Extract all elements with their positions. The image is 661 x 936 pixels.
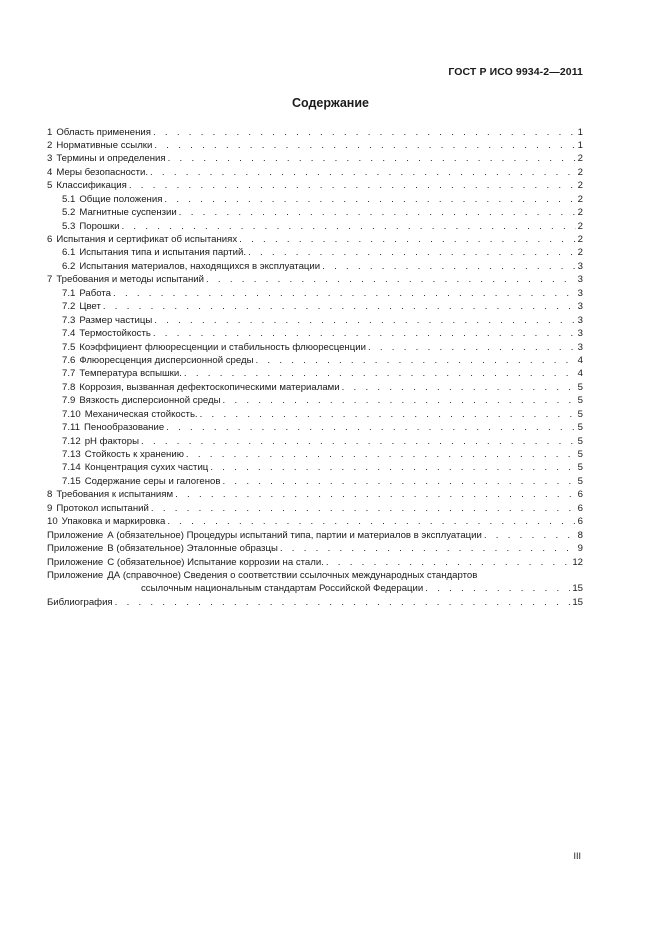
toc-entry-number: 7: [47, 274, 53, 286]
toc-entry-page: 5: [577, 435, 583, 447]
toc-entry-page: 4: [577, 368, 583, 380]
toc-entry-label: Нормативные ссылки: [56, 139, 153, 151]
toc-entry-page: 2: [577, 247, 583, 259]
toc-entry-number: 7.1: [62, 287, 76, 299]
toc-entry-label: Стойкость к хранению: [84, 449, 184, 460]
toc-entry-page: 3: [577, 328, 583, 340]
toc-entry-label: Цвет: [79, 301, 101, 313]
document-code: ГОСТ Р ИСО 9934-2—2011: [448, 66, 583, 78]
toc-entry-page: 1: [577, 126, 583, 138]
toc-entry-page: 4: [577, 354, 583, 366]
toc-leader-dots: [210, 461, 575, 474]
toc-entry-title: [47, 515, 165, 528]
toc-entry[interactable]: [47, 582, 583, 595]
toc-entry[interactable]: [47, 542, 583, 555]
toc-entry-page: 5: [577, 395, 583, 407]
page-number: III: [573, 851, 581, 861]
toc-entry-title: [62, 206, 177, 219]
toc-entry-label: Механическая стойкость.: [84, 408, 198, 420]
toc-entry-number: 7.5: [62, 341, 76, 353]
toc-entry[interactable]: [47, 179, 583, 192]
toc-leader-dots: [175, 488, 576, 501]
toc-entry-number: 5.2: [62, 207, 76, 219]
toc-entry-number: 7.4: [62, 328, 76, 340]
toc-entry-title: [62, 367, 182, 380]
toc-entry-label: pH факторы: [84, 435, 140, 447]
toc-entry-title: [47, 152, 166, 165]
toc-entry-title: [62, 314, 152, 327]
toc-entry-label: Испытания и сертификат об испытаниях: [56, 234, 238, 245]
toc-entry-label: Требования и методы испытаний: [56, 274, 204, 286]
toc-entry-title: [47, 166, 148, 179]
toc-leader-dots: [186, 448, 576, 461]
toc-entry[interactable]: [47, 381, 583, 394]
toc-entry-page: 2: [577, 153, 583, 165]
toc-leader-dots: [223, 475, 576, 488]
toc-leader-dots: [223, 394, 576, 407]
toc-entry-number: 7.12: [62, 435, 81, 447]
toc-entry-label: Термостойкость: [79, 328, 151, 340]
toc-leader-dots: [200, 408, 576, 421]
toc-entry[interactable]: [47, 556, 583, 569]
toc-entry[interactable]: [47, 327, 583, 340]
toc-entry-title: [141, 582, 423, 595]
toc-leader-dots: [326, 556, 570, 569]
toc-entry-number: 5: [47, 180, 53, 192]
toc-entry-page: 5: [577, 475, 583, 487]
toc-entry-label: Протокол испытаний: [56, 502, 149, 514]
toc-entry-title: [47, 542, 278, 555]
toc-entry-page: 12: [572, 556, 583, 568]
toc-entry-label: С (обязательное) Испытание коррозии на стали.: [107, 556, 324, 568]
toc-entry-number: 7.11: [62, 422, 80, 434]
toc-entry-title: [47, 569, 477, 582]
toc-entry[interactable]: [47, 233, 583, 246]
toc-entry-label: Пенообразование: [83, 422, 165, 434]
toc-entry-page: 2: [577, 207, 583, 219]
toc-leader-dots: [129, 179, 576, 192]
toc-entry-number: 10: [47, 516, 58, 528]
toc-entry-title: [47, 502, 149, 515]
toc-entry[interactable]: [47, 246, 583, 259]
toc-entry-label: Область применения: [56, 126, 151, 138]
toc-entry-label: Классификация: [56, 180, 127, 192]
toc-entry-number: 5.1: [62, 193, 76, 205]
toc-entry-number: 1: [47, 126, 53, 138]
toc-entry-title: [47, 139, 152, 152]
toc-entry-title: [47, 529, 482, 542]
toc-leader-dots: [425, 582, 570, 595]
toc-entry[interactable]: [47, 435, 583, 448]
toc-entry-number: 7.10: [62, 408, 81, 420]
toc-entry[interactable]: [47, 488, 583, 501]
toc-leader-dots: [179, 206, 576, 219]
toc-leader-dots: [184, 367, 576, 380]
toc-entry-title: [47, 233, 237, 246]
toc-leader-dots: [368, 341, 576, 354]
toc-entry-title: [62, 475, 221, 488]
toc-entry-page: 8: [577, 529, 583, 541]
toc-entry[interactable]: [47, 421, 583, 434]
toc-entry-page: 9: [577, 543, 583, 555]
toc-entry-number: 7.13: [62, 449, 81, 460]
toc-entry-page: 5: [577, 462, 583, 474]
toc-leader-dots: [164, 193, 575, 206]
toc-leader-dots: [113, 287, 576, 300]
toc-entry-page: 2: [577, 220, 583, 232]
toc-leader-dots: [168, 152, 576, 165]
toc-entry-title: [47, 556, 324, 569]
toc-entry-label: Библиография: [47, 596, 113, 608]
toc-entry-page: 3: [577, 287, 583, 299]
toc-entry-number: 7.2: [62, 301, 76, 313]
toc-entry-title: [62, 448, 184, 461]
toc-entry[interactable]: [47, 126, 583, 139]
toc-entry-number: 7.6: [62, 354, 76, 366]
toc-entry-label: А (обязательное) Процедуры испытаний типа, партии и материалов в эксплуатации: [107, 529, 482, 541]
toc-entry-label: Концентрация сухих частиц: [84, 462, 209, 474]
toc-entry-page: 15: [572, 583, 583, 595]
toc-entry-title: [47, 596, 113, 609]
toc-entry-number: 5.3: [62, 220, 76, 232]
toc-entry-title: [47, 179, 127, 192]
toc-entry-label: Содержание серы и галогенов: [84, 475, 221, 487]
toc-entry-label: Испытания материалов, находящихся в эксплуатации: [79, 260, 321, 272]
toc-entry-label: ДА (справочное) Сведения о соответствии ссылочных международных стандартов: [107, 569, 478, 581]
toc-entry-page: 2: [577, 180, 583, 192]
toc-entry[interactable]: [47, 529, 583, 542]
toc-entry[interactable]: [47, 314, 583, 327]
toc-leader-dots: [484, 529, 576, 542]
toc-entry[interactable]: [47, 139, 583, 152]
toc-entry-label: Магнитные суспензии: [79, 207, 177, 219]
toc-entry-number: Приложение: [47, 529, 104, 541]
toc-entry-title: [62, 327, 151, 340]
toc-entry[interactable]: [47, 260, 583, 273]
toc-entry-page: 3: [577, 260, 583, 272]
toc-entry-label: Вязкость дисперсионной среды: [79, 395, 221, 407]
toc-entry-title: [62, 300, 101, 313]
toc-entry[interactable]: [47, 354, 583, 367]
toc-entry-number: 7.3: [62, 314, 76, 326]
toc-entry-label: Коэффициент флюоресценции и стабильность флюоресценции: [79, 341, 366, 353]
toc-entry-label: Флюоресценция дисперсионной среды: [79, 354, 254, 366]
toc-entry-page: 6: [577, 516, 583, 528]
toc-entry-page: 1: [577, 139, 583, 151]
toc-entry-number: 6.1: [62, 247, 76, 259]
toc-entry-page: 6: [577, 502, 583, 514]
toc-entry-page: 6: [577, 489, 583, 501]
toc-entry-title: [62, 341, 366, 354]
toc-entry-page: 15: [572, 596, 583, 608]
toc-entry-number: 6.2: [62, 260, 76, 272]
toc-entry[interactable]: [47, 394, 583, 407]
toc-leader-dots: [141, 435, 576, 448]
toc-entry-page: 3: [577, 314, 583, 326]
toc-entry-label: Испытания типа и испытания партий.: [79, 247, 247, 259]
toc-leader-dots: [206, 273, 576, 286]
toc-leader-dots: [154, 139, 575, 152]
toc-entry[interactable]: [47, 152, 583, 165]
toc-entry-label: Упаковка и маркировка: [61, 516, 166, 528]
toc-entry-title: [62, 287, 111, 300]
toc-entry-page: 2: [577, 234, 583, 245]
toc-entry[interactable]: [47, 300, 583, 313]
toc-entry[interactable]: [47, 596, 583, 609]
toc-entry-number: Приложение: [47, 556, 104, 568]
toc-entry-label: В (обязательное) Эталонные образцы: [107, 543, 278, 555]
toc-entry-page: 5: [577, 381, 583, 393]
toc-entry-number: 6: [47, 234, 53, 245]
toc-entry-number: 9: [47, 502, 53, 514]
toc-leader-dots: [103, 300, 576, 313]
toc-entry[interactable]: [47, 569, 583, 582]
toc-entry-number: 7.9: [62, 395, 76, 407]
toc-entry[interactable]: [47, 461, 583, 474]
toc-entry-number: 2: [47, 139, 53, 151]
toc-leader-dots: [255, 354, 575, 367]
toc-entry-label: Работа: [79, 287, 112, 299]
toc-entry-title: [62, 381, 340, 394]
toc-entry-title: [62, 394, 221, 407]
toc-leader-dots: [150, 166, 576, 179]
toc-entry-page: 5: [577, 408, 583, 420]
toc-entry-number: Приложение: [47, 569, 104, 581]
toc-entry-number: 7.15: [62, 475, 81, 487]
toc-entry-page: 5: [577, 422, 583, 434]
toc-entry-label: Общие положения: [79, 193, 163, 205]
toc-leader-dots: [151, 502, 576, 515]
table-of-contents: [47, 126, 583, 610]
toc-entry-number: 7.14: [62, 462, 81, 474]
toc-leader-dots: [322, 260, 576, 273]
toc-entry-label: Порошки: [79, 220, 120, 232]
toc-entry-page: 2: [577, 166, 583, 178]
toc-entry-title: [47, 488, 173, 501]
toc-entry-number: 7.7: [62, 368, 76, 380]
toc-entry[interactable]: [47, 206, 583, 219]
toc-entry-label: Термины и определения: [56, 153, 166, 165]
toc-entry-page: 3: [577, 274, 583, 286]
toc-entry[interactable]: [47, 220, 583, 233]
toc-entry-title: [62, 220, 120, 233]
toc-entry-number: 8: [47, 489, 53, 501]
toc-entry[interactable]: [47, 448, 583, 461]
toc-entry-label: Коррозия, вызванная дефектоскопическими материалами: [79, 381, 340, 393]
toc-entry[interactable]: [47, 287, 583, 300]
toc-leader-dots: [122, 220, 576, 233]
toc-entry[interactable]: [47, 341, 583, 354]
toc-entry[interactable]: [47, 193, 583, 206]
toc-entry-label: Требования к испытаниям: [56, 489, 174, 501]
toc-leader-dots: [166, 421, 575, 434]
toc-entry[interactable]: [47, 273, 583, 286]
toc-entry-label: ссылочным национальным стандартам Российской Федерации: [141, 583, 424, 595]
toc-entry[interactable]: [47, 515, 583, 528]
toc-leader-dots: [239, 233, 575, 246]
toc-entry-title: [62, 421, 164, 434]
toc-entry-label: Меры безопасности.: [56, 166, 148, 178]
toc-leader-dots: [342, 381, 576, 394]
toc-entry-number: 4: [47, 166, 53, 178]
toc-entry-title: [47, 126, 151, 139]
toc-entry-title: [62, 461, 208, 474]
toc-leader-dots: [153, 327, 576, 340]
toc-leader-dots: [248, 246, 576, 259]
toc-entry[interactable]: [47, 166, 583, 179]
toc-entry[interactable]: [47, 475, 583, 488]
toc-entry-title: [62, 193, 162, 206]
toc-leader-dots: [167, 515, 575, 528]
toc-entry-number: Приложение: [47, 543, 104, 555]
toc-entry-title: [62, 354, 253, 367]
toc-entry[interactable]: [47, 408, 583, 421]
toc-entry-label: Размер частицы: [79, 314, 153, 326]
toc-leader-dots: [115, 596, 571, 609]
toc-entry-label: Температура вспышки.: [79, 368, 182, 380]
toc-entry-title: [62, 435, 139, 448]
toc-leader-dots: [280, 542, 576, 555]
toc-entry-title: [62, 246, 246, 259]
toc-title: Содержание: [291, 96, 369, 110]
toc-leader-dots: [153, 126, 576, 139]
toc-entry[interactable]: [47, 502, 583, 515]
toc-entry-page: 5: [577, 449, 583, 460]
toc-entry-page: 3: [577, 341, 583, 353]
toc-entry-title: [62, 260, 320, 273]
toc-entry-title: [62, 408, 198, 421]
toc-entry[interactable]: [47, 367, 583, 380]
toc-entry-number: 3: [47, 153, 53, 165]
toc-entry-number: 7.8: [62, 381, 76, 393]
toc-entry-title: [47, 273, 204, 286]
toc-entry-page: 2: [577, 193, 583, 205]
toc-entry-page: 3: [577, 301, 583, 313]
toc-leader-dots: [154, 314, 575, 327]
